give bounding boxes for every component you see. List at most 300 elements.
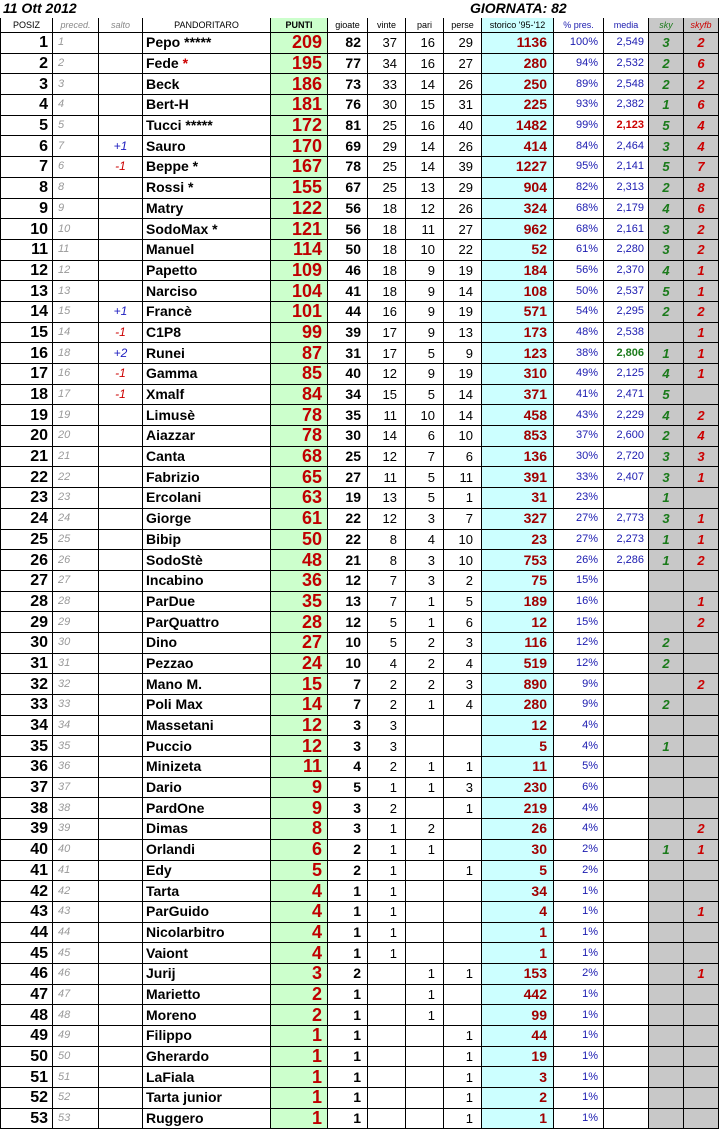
previous-position-cell: 50 (53, 1046, 99, 1067)
presence-cell: 5% (554, 757, 604, 778)
points-cell: 15 (271, 674, 328, 695)
sky-cell: 1 (649, 550, 684, 571)
losses-cell: 2 (444, 570, 482, 591)
presence-cell: 38% (554, 343, 604, 364)
table-row (1, 901, 719, 922)
jump-cell (99, 239, 143, 260)
presence-cell: 82% (554, 177, 604, 198)
player-name-cell (143, 1005, 271, 1026)
player-name: Pezzao (146, 654, 194, 671)
sky-cell: 2 (649, 653, 684, 674)
points-cell: 68 (271, 446, 328, 467)
games-played-cell: 67 (328, 177, 368, 198)
wins-cell: 1 (368, 881, 406, 902)
losses-cell: 1 (444, 1026, 482, 1047)
col-header-perse: perse (444, 18, 482, 33)
skyfb-cell: 2 (684, 612, 719, 633)
losses-cell: 1 (444, 1088, 482, 1109)
wins-cell: 18 (368, 239, 406, 260)
draws-cell: 16 (406, 53, 444, 74)
average-cell (604, 943, 649, 964)
points-cell: 172 (271, 115, 328, 136)
player-name-cell (143, 901, 271, 922)
jump-cell (99, 570, 143, 591)
sky-cell: 3 (649, 446, 684, 467)
player-name: Jurij (146, 965, 176, 982)
games-played-cell: 31 (328, 343, 368, 364)
historic-cell: 250 (482, 74, 554, 95)
jump-cell (99, 74, 143, 95)
position-cell: 20 (1, 426, 53, 447)
position-cell: 30 (1, 632, 53, 653)
wins-cell: 18 (368, 260, 406, 281)
historic-cell: 123 (482, 343, 554, 364)
sky-cell (649, 963, 684, 984)
position-cell: 50 (1, 1046, 53, 1067)
points-cell: 63 (271, 488, 328, 509)
skyfb-cell: 2 (684, 219, 719, 240)
losses-cell (444, 839, 482, 860)
player-name: Puccio (146, 737, 192, 754)
wins-cell: 25 (368, 115, 406, 136)
presence-cell: 4% (554, 736, 604, 757)
skyfb-cell: 2 (684, 301, 719, 322)
draws-cell: 5 (406, 488, 444, 509)
player-name-cell (143, 653, 271, 674)
table-row (1, 301, 719, 322)
sky-cell: 5 (649, 384, 684, 405)
skyfb-cell: 4 (684, 115, 719, 136)
jump-cell (99, 757, 143, 778)
losses-cell: 1 (444, 1108, 482, 1129)
position-cell: 6 (1, 136, 53, 157)
losses-cell: 10 (444, 529, 482, 550)
position-cell: 34 (1, 715, 53, 736)
average-cell: 2,537 (604, 281, 649, 302)
presence-cell: 16% (554, 591, 604, 612)
skyfb-cell: 1 (684, 901, 719, 922)
average-cell (604, 757, 649, 778)
player-name-cell (143, 115, 271, 136)
sky-cell (649, 757, 684, 778)
skyfb-cell: 2 (684, 405, 719, 426)
table-row (1, 612, 719, 633)
position-cell: 35 (1, 736, 53, 757)
sky-cell: 1 (649, 736, 684, 757)
jump-cell (99, 777, 143, 798)
points-cell: 36 (271, 570, 328, 591)
skyfb-cell (684, 570, 719, 591)
player-name: Poli Max (146, 696, 203, 713)
table-row (1, 1108, 719, 1129)
col-header-preced: preced. (53, 18, 99, 33)
sky-cell (649, 922, 684, 943)
games-played-cell: 10 (328, 632, 368, 653)
table-row (1, 839, 719, 860)
games-played-cell: 1 (328, 1108, 368, 1129)
average-cell: 2,548 (604, 74, 649, 95)
skyfb-cell: 1 (684, 364, 719, 385)
games-played-cell: 1 (328, 984, 368, 1005)
col-header-posiz: POSIZ (1, 18, 53, 33)
sky-cell (649, 943, 684, 964)
games-played-cell: 25 (328, 446, 368, 467)
player-name: ParDue (146, 592, 196, 609)
points-cell: 85 (271, 364, 328, 385)
average-cell (604, 695, 649, 716)
player-name: Canta (146, 448, 185, 465)
points-cell: 5 (271, 860, 328, 881)
skyfb-cell (684, 1108, 719, 1129)
losses-cell: 1 (444, 757, 482, 778)
wins-cell: 15 (368, 384, 406, 405)
previous-position-cell: 49 (53, 1026, 99, 1047)
jump-cell: +2 (99, 343, 143, 364)
previous-position-cell: 41 (53, 860, 99, 881)
table-row (1, 570, 719, 591)
points-cell: 2 (271, 1005, 328, 1026)
previous-position-cell: 42 (53, 881, 99, 902)
player-name-cell (143, 777, 271, 798)
player-name-cell (143, 591, 271, 612)
previous-position-cell: 6 (53, 157, 99, 178)
player-name-cell (143, 963, 271, 984)
skyfb-cell: 2 (684, 550, 719, 571)
player-name-cell (143, 632, 271, 653)
jump-cell (99, 839, 143, 860)
jump-cell (99, 591, 143, 612)
presence-cell: 1% (554, 984, 604, 1005)
presence-cell: 33% (554, 467, 604, 488)
player-name-cell (143, 508, 271, 529)
sky-cell: 1 (649, 343, 684, 364)
points-cell: 12 (271, 715, 328, 736)
points-cell: 78 (271, 405, 328, 426)
draws-cell: 14 (406, 74, 444, 95)
table-row (1, 198, 719, 219)
player-name-cell (143, 33, 271, 54)
average-cell: 2,141 (604, 157, 649, 178)
draws-cell: 3 (406, 550, 444, 571)
player-name: Minizeta (146, 758, 202, 775)
skyfb-cell: 6 (684, 95, 719, 116)
skyfb-cell (684, 757, 719, 778)
sky-cell (649, 1046, 684, 1067)
draws-cell: 1 (406, 963, 444, 984)
position-cell: 29 (1, 612, 53, 633)
presence-cell: 30% (554, 446, 604, 467)
player-name-cell (143, 550, 271, 571)
games-played-cell: 50 (328, 239, 368, 260)
player-name: Orlandi (146, 841, 196, 858)
draws-cell: 1 (406, 984, 444, 1005)
position-cell: 52 (1, 1088, 53, 1109)
historic-cell: 1 (482, 1108, 554, 1129)
previous-position-cell: 14 (53, 322, 99, 343)
previous-position-cell: 21 (53, 446, 99, 467)
position-cell: 16 (1, 343, 53, 364)
historic-cell: 219 (482, 798, 554, 819)
sky-cell: 4 (649, 198, 684, 219)
table-row (1, 881, 719, 902)
points-cell: 35 (271, 591, 328, 612)
sky-cell: 5 (649, 115, 684, 136)
draws-cell: 9 (406, 364, 444, 385)
table-row (1, 736, 719, 757)
table-row (1, 922, 719, 943)
points-cell: 28 (271, 612, 328, 633)
skyfb-cell: 1 (684, 529, 719, 550)
losses-cell: 5 (444, 591, 482, 612)
sky-cell (649, 322, 684, 343)
points-cell: 1 (271, 1067, 328, 1088)
previous-position-cell: 52 (53, 1088, 99, 1109)
table-row (1, 136, 719, 157)
points-cell: 24 (271, 653, 328, 674)
games-played-cell: 73 (328, 74, 368, 95)
draws-cell: 3 (406, 570, 444, 591)
average-cell (604, 715, 649, 736)
wins-cell: 2 (368, 674, 406, 695)
skyfb-cell: 1 (684, 322, 719, 343)
skyfb-cell (684, 653, 719, 674)
player-name: Tucci (146, 117, 182, 134)
wins-cell: 3 (368, 736, 406, 757)
average-cell: 2,123 (604, 115, 649, 136)
historic-cell: 310 (482, 364, 554, 385)
player-name-cell (143, 1046, 271, 1067)
historic-cell: 44 (482, 1026, 554, 1047)
losses-cell: 10 (444, 426, 482, 447)
skyfb-cell: 8 (684, 177, 719, 198)
table-row (1, 115, 719, 136)
player-name-cell (143, 384, 271, 405)
table-row (1, 1005, 719, 1026)
games-played-cell: 1 (328, 1046, 368, 1067)
draws-cell (406, 798, 444, 819)
wins-cell: 11 (368, 405, 406, 426)
position-cell: 36 (1, 757, 53, 778)
historic-cell: 12 (482, 715, 554, 736)
jump-cell (99, 488, 143, 509)
player-name: SodoMax (146, 220, 209, 237)
presence-cell: 26% (554, 550, 604, 571)
player-name: Mano M. (146, 675, 202, 692)
player-name: Tarta junior (146, 1089, 222, 1106)
jump-cell (99, 177, 143, 198)
draws-cell: 2 (406, 632, 444, 653)
sky-cell (649, 1108, 684, 1129)
draws-cell: 1 (406, 695, 444, 716)
player-name-cell (143, 260, 271, 281)
draws-cell: 2 (406, 674, 444, 695)
player-name-cell (143, 757, 271, 778)
presence-cell: 15% (554, 612, 604, 633)
table-row (1, 239, 719, 260)
table-row (1, 426, 719, 447)
skyfb-cell: 6 (684, 198, 719, 219)
player-name-cell (143, 674, 271, 695)
skyfb-cell (684, 798, 719, 819)
draws-cell (406, 1067, 444, 1088)
presence-cell: 6% (554, 777, 604, 798)
col-header-pres: % pres. (554, 18, 604, 33)
position-cell: 24 (1, 508, 53, 529)
historic-cell: 391 (482, 467, 554, 488)
losses-cell: 7 (444, 508, 482, 529)
jump-cell (99, 653, 143, 674)
wins-cell (368, 1005, 406, 1026)
average-cell (604, 612, 649, 633)
draws-cell: 14 (406, 157, 444, 178)
position-cell: 14 (1, 301, 53, 322)
sky-cell (649, 819, 684, 840)
presence-cell: 61% (554, 239, 604, 260)
average-cell: 2,600 (604, 426, 649, 447)
wins-cell (368, 1088, 406, 1109)
presence-cell: 1% (554, 881, 604, 902)
historic-cell: 12 (482, 612, 554, 633)
points-cell: 209 (271, 33, 328, 54)
sky-cell: 4 (649, 405, 684, 426)
wins-cell: 7 (368, 591, 406, 612)
draws-cell (406, 1088, 444, 1109)
position-cell: 1 (1, 33, 53, 54)
previous-position-cell: 28 (53, 591, 99, 612)
presence-cell: 68% (554, 219, 604, 240)
points-cell: 121 (271, 219, 328, 240)
games-played-cell: 1 (328, 1005, 368, 1026)
table-row (1, 819, 719, 840)
presence-cell: 43% (554, 405, 604, 426)
player-name-cell (143, 819, 271, 840)
position-cell: 42 (1, 881, 53, 902)
historic-cell: 230 (482, 777, 554, 798)
presence-cell: 68% (554, 198, 604, 219)
draws-cell: 9 (406, 322, 444, 343)
losses-cell: 9 (444, 343, 482, 364)
games-played-cell: 1 (328, 943, 368, 964)
player-name-cell (143, 736, 271, 757)
table-row (1, 695, 719, 716)
player-name: Dario (146, 779, 182, 796)
losses-cell: 6 (444, 612, 482, 633)
draws-cell: 12 (406, 198, 444, 219)
historic-cell: 1 (482, 943, 554, 964)
player-name-cell (143, 322, 271, 343)
player-name-cell (143, 219, 271, 240)
previous-position-cell: 13 (53, 281, 99, 302)
player-name: Ruggero (146, 1110, 204, 1127)
wins-cell: 12 (368, 446, 406, 467)
player-name-cell (143, 198, 271, 219)
wins-cell: 25 (368, 177, 406, 198)
position-cell: 19 (1, 405, 53, 426)
games-played-cell: 2 (328, 860, 368, 881)
player-name: Runei (146, 344, 185, 361)
player-name-cell (143, 74, 271, 95)
historic-cell: 3 (482, 1067, 554, 1088)
wins-cell: 8 (368, 550, 406, 571)
average-cell: 2,229 (604, 405, 649, 426)
jump-cell: -1 (99, 322, 143, 343)
sky-cell (649, 570, 684, 591)
table-row (1, 508, 719, 529)
previous-position-cell: 46 (53, 963, 99, 984)
draws-cell: 16 (406, 33, 444, 54)
skyfb-cell: 1 (684, 508, 719, 529)
table-row (1, 777, 719, 798)
games-played-cell: 3 (328, 798, 368, 819)
average-cell: 2,161 (604, 219, 649, 240)
losses-cell: 29 (444, 177, 482, 198)
previous-position-cell: 12 (53, 260, 99, 281)
previous-position-cell: 7 (53, 136, 99, 157)
table-row (1, 963, 719, 984)
champion-stars: * (178, 55, 189, 72)
historic-cell: 31 (482, 488, 554, 509)
previous-position-cell: 37 (53, 777, 99, 798)
player-name: Bibip (146, 530, 181, 547)
player-name: SodoStè (146, 551, 203, 568)
presence-cell: 2% (554, 839, 604, 860)
wins-cell: 17 (368, 343, 406, 364)
jump-cell (99, 467, 143, 488)
games-played-cell: 30 (328, 426, 368, 447)
losses-cell (444, 881, 482, 902)
presence-cell: 41% (554, 384, 604, 405)
wins-cell: 17 (368, 322, 406, 343)
position-cell: 7 (1, 157, 53, 178)
position-cell: 32 (1, 674, 53, 695)
games-played-cell: 22 (328, 508, 368, 529)
sky-cell (649, 1005, 684, 1026)
average-cell (604, 674, 649, 695)
position-cell: 17 (1, 364, 53, 385)
player-name-cell (143, 364, 271, 385)
table-row (1, 467, 719, 488)
average-cell (604, 881, 649, 902)
wins-cell: 1 (368, 943, 406, 964)
average-cell: 2,382 (604, 95, 649, 116)
player-name: Manuel (146, 241, 195, 258)
col-header-storico: storico '95-'12 (482, 18, 554, 33)
jump-cell (99, 881, 143, 902)
historic-cell: 2 (482, 1088, 554, 1109)
points-cell: 65 (271, 467, 328, 488)
games-played-cell: 5 (328, 777, 368, 798)
points-cell: 27 (271, 632, 328, 653)
games-played-cell: 1 (328, 922, 368, 943)
losses-cell: 1 (444, 1067, 482, 1088)
giornata-label: GIORNATA: 82 (470, 0, 567, 16)
position-cell: 4 (1, 95, 53, 116)
table-row (1, 1026, 719, 1047)
wins-cell: 18 (368, 219, 406, 240)
previous-position-cell: 17 (53, 384, 99, 405)
presence-cell: 100% (554, 33, 604, 54)
sky-cell: 2 (649, 301, 684, 322)
average-cell (604, 632, 649, 653)
wins-cell: 2 (368, 798, 406, 819)
historic-cell: 99 (482, 1005, 554, 1026)
position-cell: 40 (1, 839, 53, 860)
position-cell: 3 (1, 74, 53, 95)
presence-cell: 12% (554, 653, 604, 674)
average-cell: 2,720 (604, 446, 649, 467)
historic-cell: 414 (482, 136, 554, 157)
sky-cell: 3 (649, 508, 684, 529)
